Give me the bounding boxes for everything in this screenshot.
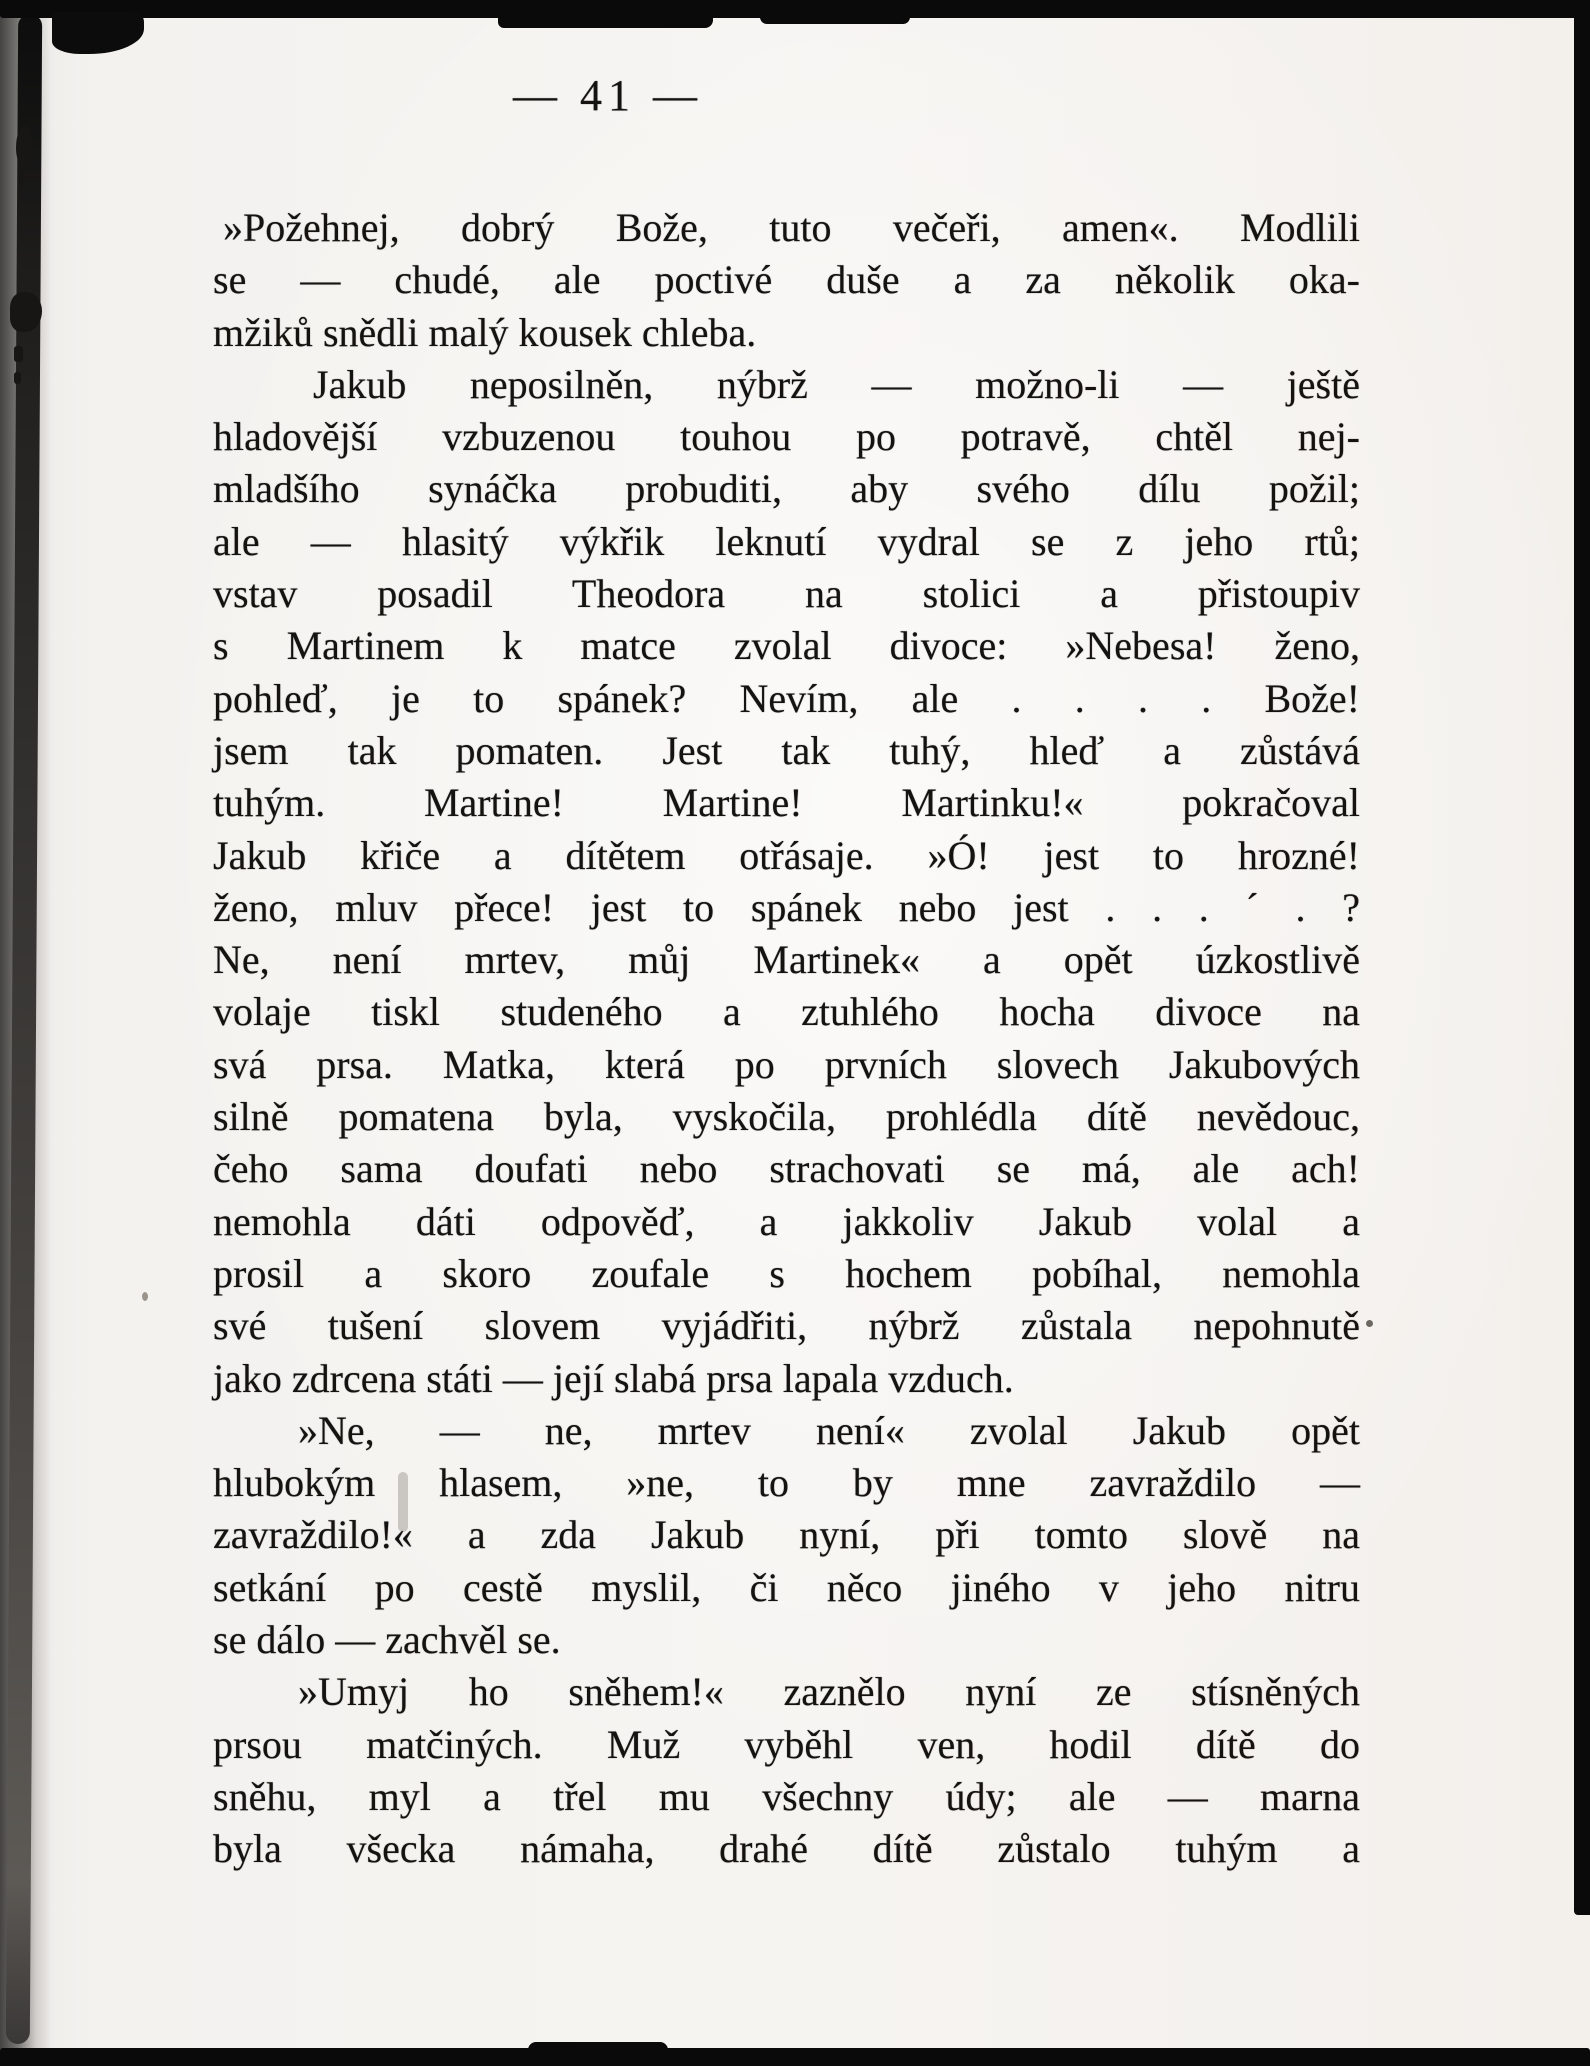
text-line: nemohla dáti odpověď, a jakkoliv Jakub volal a bbox=[213, 1198, 1360, 1244]
scan-artifact bbox=[14, 346, 23, 362]
scan-artifact bbox=[1366, 1320, 1373, 1327]
text-line: Ne, není mrtev, můj Martinek« a opět úzkostlivě bbox=[213, 937, 1360, 983]
text-line: své tušení slovem vyjádřiti, nýbrž zůstala nepohnutě bbox=[213, 1303, 1360, 1349]
text-line: volaje tiskl studeného a ztuhlého hocha divoce na bbox=[213, 989, 1360, 1035]
scan-edge-bottom bbox=[0, 2048, 1590, 2066]
text-line: mladšího synáčka probuditi, aby svého dílu požil; bbox=[213, 466, 1360, 512]
page-number: — 41 — bbox=[513, 71, 703, 120]
scan-artifact bbox=[14, 372, 21, 384]
text-line: sněhu, myl a třel mu všechny údy; ale — marna bbox=[213, 1773, 1360, 1819]
text-line: prosil a skoro zoufale s hochem pobíhal, nemohla bbox=[213, 1250, 1360, 1296]
paragraph-3 bbox=[213, 1405, 1360, 1666]
text-line: zavraždilo!« a zda Jakub nyní, při tomto slově na bbox=[213, 1512, 1360, 1558]
text-line: »Ne, — ne, mrtev není« zvolal Jakub opět bbox=[298, 1407, 1360, 1453]
text-line: »Umyj ho sněhem!« zaznělo nyní ze stísněných bbox=[298, 1669, 1360, 1715]
text-line: s Martinem k matce zvolal divoce: »Nebesa! ženo, bbox=[213, 623, 1360, 669]
text-line: tuhým. Martine! Martine! Martinku!« pokračoval bbox=[213, 780, 1360, 826]
text-line: ženo, mluv přece! jest to spánek nebo jest . . . ´ . ? bbox=[213, 884, 1360, 930]
text-line: vstav posadil Theodora na stolici a přistoupiv bbox=[213, 571, 1360, 617]
text-line: byla všecka námaha, drahé dítě zůstalo tuhým a bbox=[213, 1826, 1360, 1872]
text-line: pohleď, je to spánek? Nevím, ale . . . . Bože! bbox=[213, 675, 1360, 721]
paragraph-1 bbox=[213, 202, 1360, 359]
text-line: hladovější vzbuzenou touhou po potravě, chtěl nej- bbox=[213, 414, 1360, 460]
scan-artifact bbox=[142, 1292, 148, 1301]
paragraph-4 bbox=[213, 1666, 1360, 1875]
text-line: setkání po cestě myslil, či něco jiného v jeho nitru bbox=[213, 1564, 1360, 1610]
text-line: čeho sama doufati nebo strachovati se má, ale ach! bbox=[213, 1146, 1360, 1192]
paragraph-2 bbox=[213, 359, 1360, 1405]
text-line: se — chudé, ale poctivé duše a za několik oka- bbox=[213, 257, 1360, 303]
scan-edge-top-blob bbox=[760, 0, 910, 24]
text-line: svá prsa. Matka, která po prvních slovech Jakubových bbox=[213, 1041, 1360, 1087]
text-line: Jakub křiče a dítětem otřásaje. »Ó! jest to hrozné! bbox=[213, 832, 1360, 878]
scan-edge-right bbox=[1574, 0, 1590, 1915]
text-line: prsou matčiných. Muž vyběhl ven, hodil dítě do bbox=[213, 1721, 1360, 1767]
scan-edge-bottom-blob bbox=[528, 2042, 668, 2056]
text-line: jako zdrcena státi — její slabá prsa lapala vzduch. bbox=[213, 1355, 1014, 1401]
text-line: mžiků snědli malý kousek chleba. bbox=[213, 309, 757, 355]
page-text bbox=[213, 202, 1360, 1876]
text-line: se dálo — zachvěl se. bbox=[213, 1617, 561, 1663]
text-line: ale — hlasitý výkřik leknutí vydral se z jeho rtů; bbox=[213, 518, 1360, 564]
text-line: »Požehnej, dobrý Bože, tuto večeři, amen«. Modlili bbox=[223, 205, 1360, 250]
text-line: hlubokým hlasem, »ne, to by mne zavraždilo — bbox=[213, 1460, 1360, 1506]
text-line: jsem tak pomaten. Jest tak tuhý, hleď a zůstává bbox=[213, 727, 1360, 773]
text-line: silně pomatena byla, vyskočila, prohlédla dítě nevědouc, bbox=[213, 1094, 1360, 1140]
page-header bbox=[213, 70, 1360, 122]
scan-edge-top-blob bbox=[498, 0, 713, 28]
scan-artifact bbox=[19, 160, 24, 186]
scan-corner-blob bbox=[52, 12, 144, 54]
text-line: Jakub neposilněn, nýbrž — možno-li — ještě bbox=[313, 361, 1360, 407]
